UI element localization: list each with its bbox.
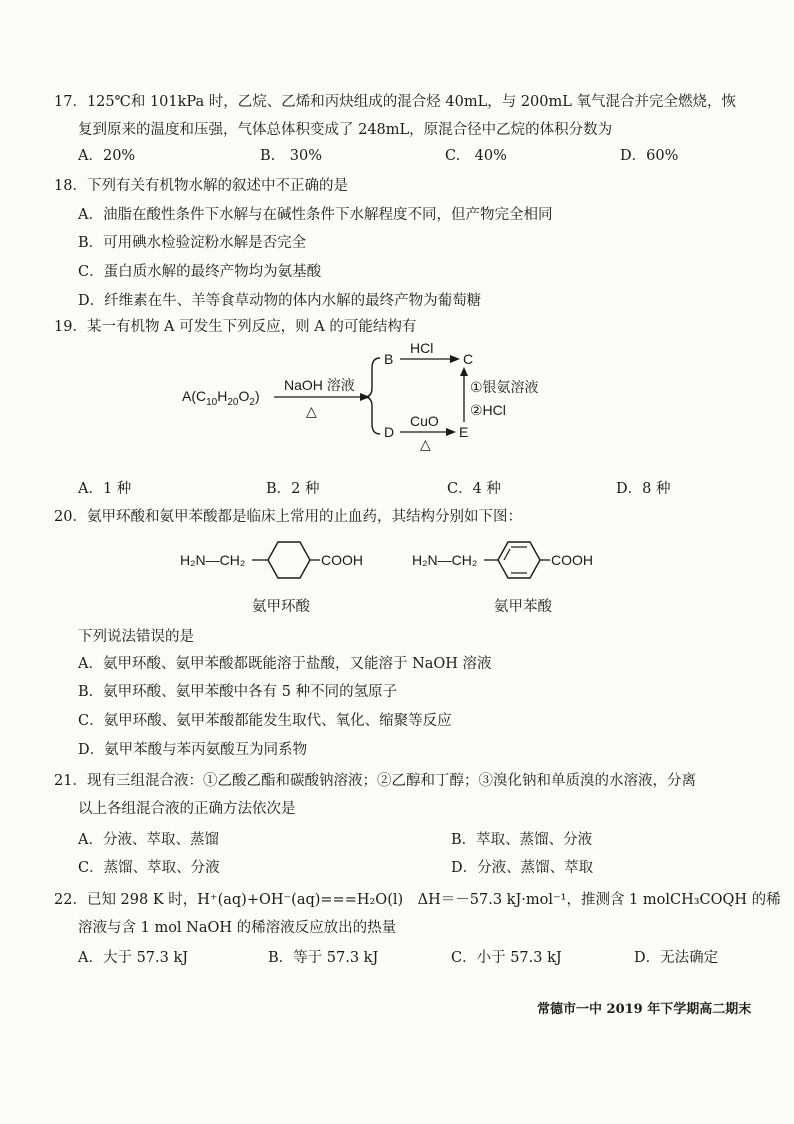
q20-option-b: B．氨甲环酸、氨甲苯酸中各有 5 种不同的氢原子 bbox=[78, 684, 398, 700]
q19-hcl: HCl bbox=[410, 340, 434, 356]
q21-option-c: C．蒸馏、萃取、分液 bbox=[78, 860, 220, 876]
q20-struct2-name: 氨甲苯酸 bbox=[494, 599, 552, 615]
q17-option-c: C. 40% bbox=[445, 148, 507, 164]
q20-struct2 bbox=[412, 542, 593, 578]
q19-c: C bbox=[463, 351, 474, 367]
q20-struct2-left: H₂N—CH₂ bbox=[412, 552, 478, 568]
q19-reactant: $A(C_{10}H_{20}O_2)$ bbox=[182, 388, 260, 408]
q19-cuo: CuO bbox=[410, 413, 439, 429]
q19-b-to-c-arrowhead bbox=[450, 355, 460, 363]
q19-option-d: D．8 种 bbox=[616, 481, 671, 497]
q17-option-b: B. 30% bbox=[260, 148, 322, 164]
q19-e-to-c-arrowhead bbox=[460, 367, 468, 376]
q19-option-c: C．4 种 bbox=[447, 481, 501, 497]
q20-cyclohexane-ring bbox=[268, 542, 310, 578]
q22-line2: 溶液与含 1 mol NaOH 的稀溶液反应放出的热量 bbox=[78, 920, 397, 936]
q22-option-a: A．大于 57.3 kJ bbox=[78, 950, 189, 966]
q21-option-b: B．萃取、蒸馏、分液 bbox=[451, 832, 593, 848]
q22-line1: 22．已知 298 K 时，H⁺(aq)+OH⁻(aq)===H₂O(l) ΔH＝－57.3 kJ·mol⁻¹，推测含 1 molCH₃COQH 的稀 bbox=[54, 892, 781, 908]
q19-heat-condition: △ bbox=[306, 403, 317, 419]
q20-option-c: C．氨甲环酸、氨甲苯酸都能发生取代、氧化、缩聚等反应 bbox=[78, 713, 452, 729]
q19-e: E bbox=[459, 424, 469, 440]
q21-line1: 21．现有三组混合液：①乙酸乙酯和碳酸钠溶液；②乙醇和丁醇；③溴化钠和单质溴的水溶液，分离 bbox=[54, 773, 696, 789]
q19-option-b: B．2 种 bbox=[266, 481, 320, 497]
q20-struct2-right: COOH bbox=[551, 552, 593, 568]
q17-line2: 复到原来的温度和压强，气体总体积变成了 248mL，原混合径中乙烷的体积分数为 bbox=[78, 122, 613, 138]
q21-line2: 以上各组混合液的正确方法依次是 bbox=[78, 801, 296, 817]
q19-b: B bbox=[384, 351, 394, 367]
q20-struct1-left: H₂N—CH₂ bbox=[180, 552, 246, 568]
q20-structures bbox=[180, 528, 620, 594]
q18-option-b: B．可用碘水检验淀粉水解是否完全 bbox=[78, 235, 307, 251]
q20-struct1-name: 氨甲环酸 bbox=[252, 599, 310, 615]
q19-step2: ②HCl bbox=[470, 402, 506, 418]
q20-stem: 20．氨甲环酸和氨甲苯酸都是临床上常用的止血药，其结构分别如下图： bbox=[54, 509, 522, 525]
q20-option-a: A．氨甲环酸、氨甲苯酸都既能溶于盐酸，又能溶于 NaOH 溶液 bbox=[78, 656, 492, 672]
q17-line1: 17．125℃和 101kPa 时，乙烷、乙烯和丙炔组成的混合烃 40mL，与 200mL 氧气混合并完全燃烧，恢 bbox=[54, 94, 736, 110]
q19-reaction-scheme bbox=[180, 336, 580, 456]
q22-option-d: D．无法确定 bbox=[634, 950, 719, 966]
q18-option-d: D．纤维素在牛、羊等食草动物的体内水解的最终产物为葡萄糖 bbox=[78, 293, 482, 309]
q19-stem: 19．某一有机物 A 可发生下列反应，则 A 的可能结构有 bbox=[54, 319, 417, 335]
page-footer: 常德市一中 2019 年下学期高二期末 bbox=[537, 1002, 752, 1017]
q17-option-a: A．20% bbox=[78, 148, 136, 164]
q20-option-d: D．氨甲苯酸与苯丙氨酸互为同系物 bbox=[78, 742, 308, 758]
q20-benzene-double-3 bbox=[504, 549, 510, 560]
q21-option-a: A．分液、萃取、蒸馏 bbox=[78, 832, 219, 848]
q20-sub-stem: 下列说法错误的是 bbox=[78, 629, 194, 645]
q20-struct1 bbox=[180, 542, 363, 578]
q19-step1: ①银氨溶液 bbox=[470, 379, 539, 395]
q18-option-c: C．蛋白质水解的最终产物均为氨基酸 bbox=[78, 264, 322, 280]
q19-naoh-condition: NaOH 溶液 bbox=[284, 377, 355, 393]
q17-option-d: D．60% bbox=[620, 148, 679, 164]
q19-heat2: △ bbox=[420, 436, 431, 452]
q19-option-a: A．1 种 bbox=[78, 481, 132, 497]
q19-d: D bbox=[384, 424, 395, 440]
q22-option-c: C．小于 57.3 kJ bbox=[451, 950, 562, 966]
q18-stem: 18．下列有关有机物水解的叙述中不正确的是 bbox=[54, 178, 348, 194]
q20-struct1-right: COOH bbox=[321, 552, 363, 568]
q18-option-a: A．油脂在酸性条件下水解与在碱性条件下水解程度不同，但产物完全相同 bbox=[78, 207, 553, 223]
q21-option-d: D．分液、蒸馏、萃取 bbox=[451, 860, 594, 876]
q22-option-b: B．等于 57.3 kJ bbox=[268, 950, 379, 966]
q19-d-to-e-arrowhead bbox=[446, 428, 456, 436]
